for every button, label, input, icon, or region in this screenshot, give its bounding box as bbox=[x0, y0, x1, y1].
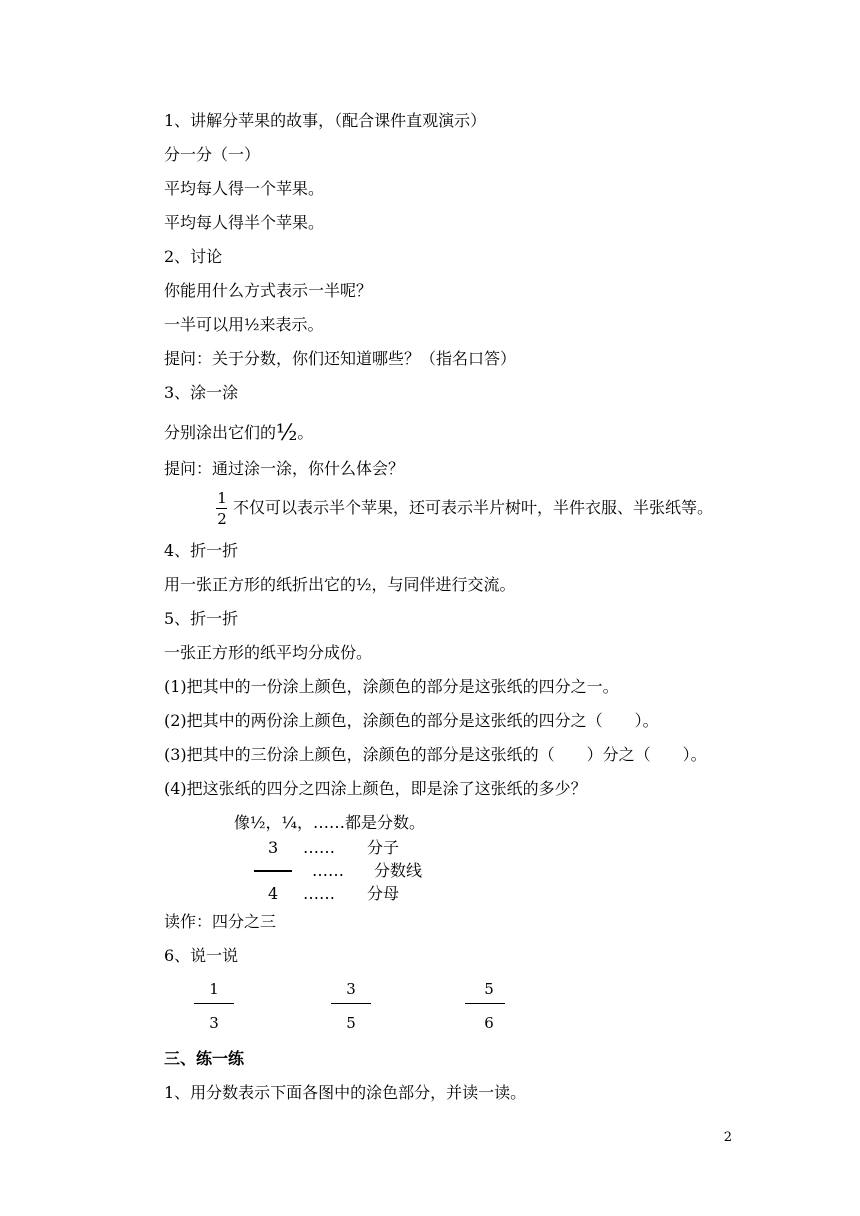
half-symbol: ½ bbox=[276, 421, 298, 446]
say-fraction-1-bar bbox=[194, 1003, 234, 1004]
line-ask-fractions: 提问：关于分数，你们还知道哪些？（指名口答） bbox=[164, 349, 517, 368]
anatomy-numerator: 3 bbox=[268, 838, 279, 857]
say-fraction-2-denominator: 5 bbox=[346, 1014, 356, 1032]
say-fraction-3-numerator: 5 bbox=[484, 980, 494, 998]
line-half-apple: 平均每人得半个苹果。 bbox=[164, 213, 325, 232]
line-paint-half bbox=[164, 423, 313, 444]
anatomy-dots-denominator: …… bbox=[303, 884, 335, 903]
line-fold-heading-4: 4、折一折 bbox=[164, 541, 239, 560]
line-paint-heading: 3、涂一涂 bbox=[164, 383, 239, 402]
say-fraction-3-denominator: 6 bbox=[484, 1014, 494, 1032]
anatomy-dots-numerator: …… bbox=[303, 838, 335, 857]
line-fractions-examples: 像½，¼，……都是分数。 bbox=[234, 813, 426, 832]
anatomy-label-numerator: 分子 bbox=[367, 838, 400, 857]
line-divide-square: 一张正方形的纸平均分成份。 bbox=[164, 643, 373, 662]
paint-half-text: 分别涂出它们的 bbox=[164, 423, 277, 442]
anatomy-label-denominator: 分母 bbox=[367, 884, 400, 903]
line-step-2: (2)把其中的两份涂上颜色，涂颜色的部分是这张纸的四分之（ ）。 bbox=[164, 711, 659, 730]
anatomy-dots-line: …… bbox=[312, 861, 344, 880]
line-fold-heading-5: 5、折一折 bbox=[164, 609, 239, 628]
line-ask-feeling: 提问：通过涂一涂，你什么体会？ bbox=[164, 459, 405, 478]
say-fraction-1-numerator: 1 bbox=[209, 980, 219, 998]
line-step-4: (4)把这张纸的四分之四涂上颜色，即是涂了这张纸的多少？ bbox=[164, 779, 587, 798]
line-step-3: (3)把其中的三份涂上颜色，涂颜色的部分是这张纸的（ ）分之（ ）。 bbox=[164, 745, 707, 764]
fraction-half-bar bbox=[216, 508, 227, 509]
say-fraction-2-numerator: 3 bbox=[346, 980, 356, 998]
line-story: 1、讲解分苹果的故事，（配合课件直观演示） bbox=[164, 111, 487, 130]
line-reading: 读作：四分之三 bbox=[164, 912, 277, 931]
anatomy-fraction-bar bbox=[254, 870, 292, 872]
page-number: 2 bbox=[723, 1130, 732, 1145]
line-say-heading: 6、说一说 bbox=[164, 946, 239, 965]
anatomy-denominator: 4 bbox=[268, 884, 279, 903]
say-fraction-1-denominator: 3 bbox=[209, 1014, 219, 1032]
say-fraction-2-bar bbox=[331, 1003, 371, 1004]
fraction-half-numerator: 1 bbox=[217, 489, 227, 507]
paint-half-end: 。 bbox=[297, 423, 314, 442]
say-fraction-3-bar bbox=[465, 1003, 505, 1004]
line-one-apple: 平均每人得一个苹果。 bbox=[164, 179, 325, 198]
line-discuss-heading: 2、讨论 bbox=[164, 247, 223, 266]
fraction-half-denominator: 2 bbox=[217, 510, 227, 528]
section-practice-heading: 三、练一练 bbox=[164, 1049, 245, 1068]
line-fold-square: 用一张正方形的纸折出它的½，与同伴进行交流。 bbox=[164, 575, 516, 594]
line-question-half: 你能用什么方式表示一半呢？ bbox=[164, 281, 373, 300]
line-step-1: (1)把其中的一份涂上颜色，涂颜色的部分是这张纸的四分之一。 bbox=[164, 677, 619, 696]
line-half-notation: 一半可以用½来表示。 bbox=[164, 315, 324, 334]
anatomy-label-line: 分数线 bbox=[374, 861, 423, 880]
line-half-meaning: 不仅可以表示半个苹果，还可表示半片树叶，半件衣服、半张纸等。 bbox=[233, 498, 714, 517]
line-exercise-1: 1、用分数表示下面各图中的涂色部分，并读一读。 bbox=[164, 1083, 527, 1102]
line-divide-title: 分一分（一） bbox=[164, 145, 261, 164]
